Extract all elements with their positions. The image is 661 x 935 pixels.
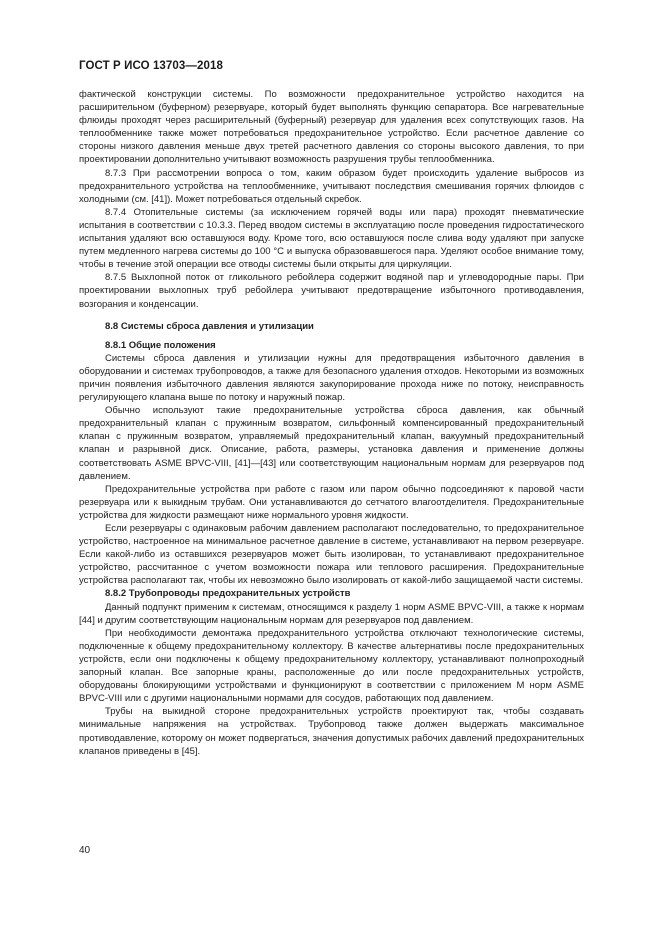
page-number: 40: [79, 845, 91, 856]
paragraph: При необходимости демонтажа предохранительного устройства отключают технологические системы, подключенные к общему предохранительному коллектору. В качестве альтернативы после предохранительных устройств, если они подключены к общему предохранительному коллектору, устанавливают полнопроходный запорный клапан. Все запорные краны, расположенные до или после предохранительных устройств, оборудованы блокирующими устройствами и функционируют в соответствии с приложением М норм ASME BPVC-VIII или с другими национальными нормами для сосудов, работающих под давлением.: [79, 627, 584, 705]
subsection-heading-8-8-1: 8.8.1 Общие положения: [105, 339, 216, 351]
paragraph-8-7-4: 8.7.4 Отопительные системы (за исключением горячей воды или пара) проходят пневматические испытания в соответствии с 10.3.3. Перед вводом системы в эксплуатацию после проведения гидростатического испытания удаляют всю оставшуюся воду. Кроме того, всю оставшуюся после слива воду удаляют при запуске путем медленного нагрева системы до 100 °С и выпуска образовавшегося пара. Уделяют особое внимание тому, чтобы в течение этой операции все отводы системы были открыты для циркуляции.: [79, 206, 584, 271]
paragraph-8-7-5: 8.7.5 Выхлопной поток от гликольного ребойлера содержит водяной пар и углеводородные пары. При проектировании выхлопных труб ребойлера учитывают предотвращение избыточного противодавления, возгорания и конденсации.: [79, 272, 584, 310]
paragraph: фактической конструкции системы. По возможности предохранительное устройство находится на расширительном (буферном) резервуаре, который будет выполнять функцию сепаратора. Все нагревательные флюиды проходят через расширительный (буферный) резервуар для удаления всех сопутствующих газов. На теплообменнике также может потребоваться предохранительное устройство. Если расчетное давление со стороны низкого давления меньше двух третей расчетного давления со стороны высокого давления, то при проектировании дополнительно учитывают возможность разрушения трубы теплообменника.: [79, 89, 584, 166]
paragraph: Если резервуары с одинаковым рабочим давлением располагают последовательно, то предохранительное устройство, настроенное на минимальное расчетное давление в системе, устанавливают на первом резервуаре. Если какой-либо из оставшихся резервуаров может быть изолирован, то устанавливают предохранительное устройство, рассчитанное с учетом возможности пожара или теплового расширения. Предохранительные устройства располагают так, чтобы их невозможно было изолировать от какой-либо защищаемой части системы.: [79, 523, 584, 587]
paragraph: Системы сброса давления и утилизации нужны для предотвращения избыточного давления в оборудовании и системах трубопроводов, а также для безопасного удаления отходов. Некоторыми из возможных причин появления избыточного давления являются закупорирование прохода ниже по потоку, неисправность регулирующего клапана выше по потоку и наружный пожар.: [79, 352, 584, 404]
paragraph: Предохранительные устройства при работе с газом или паром обычно подсоединяют к паровой части резервуара или к выкидным трубам. Они устанавливаются до сетчатого влагоотделителя. Предохранительные устройства для жидкости размещают ниже нормального уровня жидкости.: [79, 483, 584, 521]
section-heading-8-8: 8.8 Системы сброса давления и утилизации: [105, 320, 314, 332]
subsection-heading-8-8-2: 8.8.2 Трубопроводы предохранительных устройств: [105, 588, 351, 600]
standard-header: ГОСТ Р ИСО 13703—2018: [79, 60, 224, 72]
paragraph: Данный подпункт применим к системам, относящимся к разделу 1 норм ASME BPVC-VIII, а также к нормам [44] и другим соответствующим национальным нормам для резервуаров под давлением.: [79, 601, 584, 626]
paragraph: Обычно используют такие предохранительные устройства сброса давления, как обычный предохранительный клапан с пружинным возвратом, сильфонный компенсированный предохранительный клапан с пружинным возвратом, управляемый предохранительный клапан, вакуумный предохранительный клапан и разрывной диск. Описание, работа, размеры, установка давления и применение должны соответствовать ASME BPVC-VIII, [41]—[43] или соответствующим национальным нормам для резервуаров под давлением.: [79, 405, 584, 482]
paragraph-8-7-3: 8.7.3 При рассмотрении вопроса о том, каким образом будет происходить удаление выбросов из предохранительного устройства на теплообменнике, учитывают последствия смешивания горячих флюидов с холодными (см. [41]). Может потребоваться отдельный скребок.: [79, 167, 584, 205]
paragraph: Трубы на выкидной стороне предохранительных устройств проектируют так, чтобы создавать минимальные напряжения на устройствах. Трубопровод также должен выдержать максимальное противодавление, которому он может подвергаться, значения допустимых рабочих давлений предохранительных клапанов приведены в [45].: [79, 706, 584, 757]
page-body: [79, 88, 584, 758]
